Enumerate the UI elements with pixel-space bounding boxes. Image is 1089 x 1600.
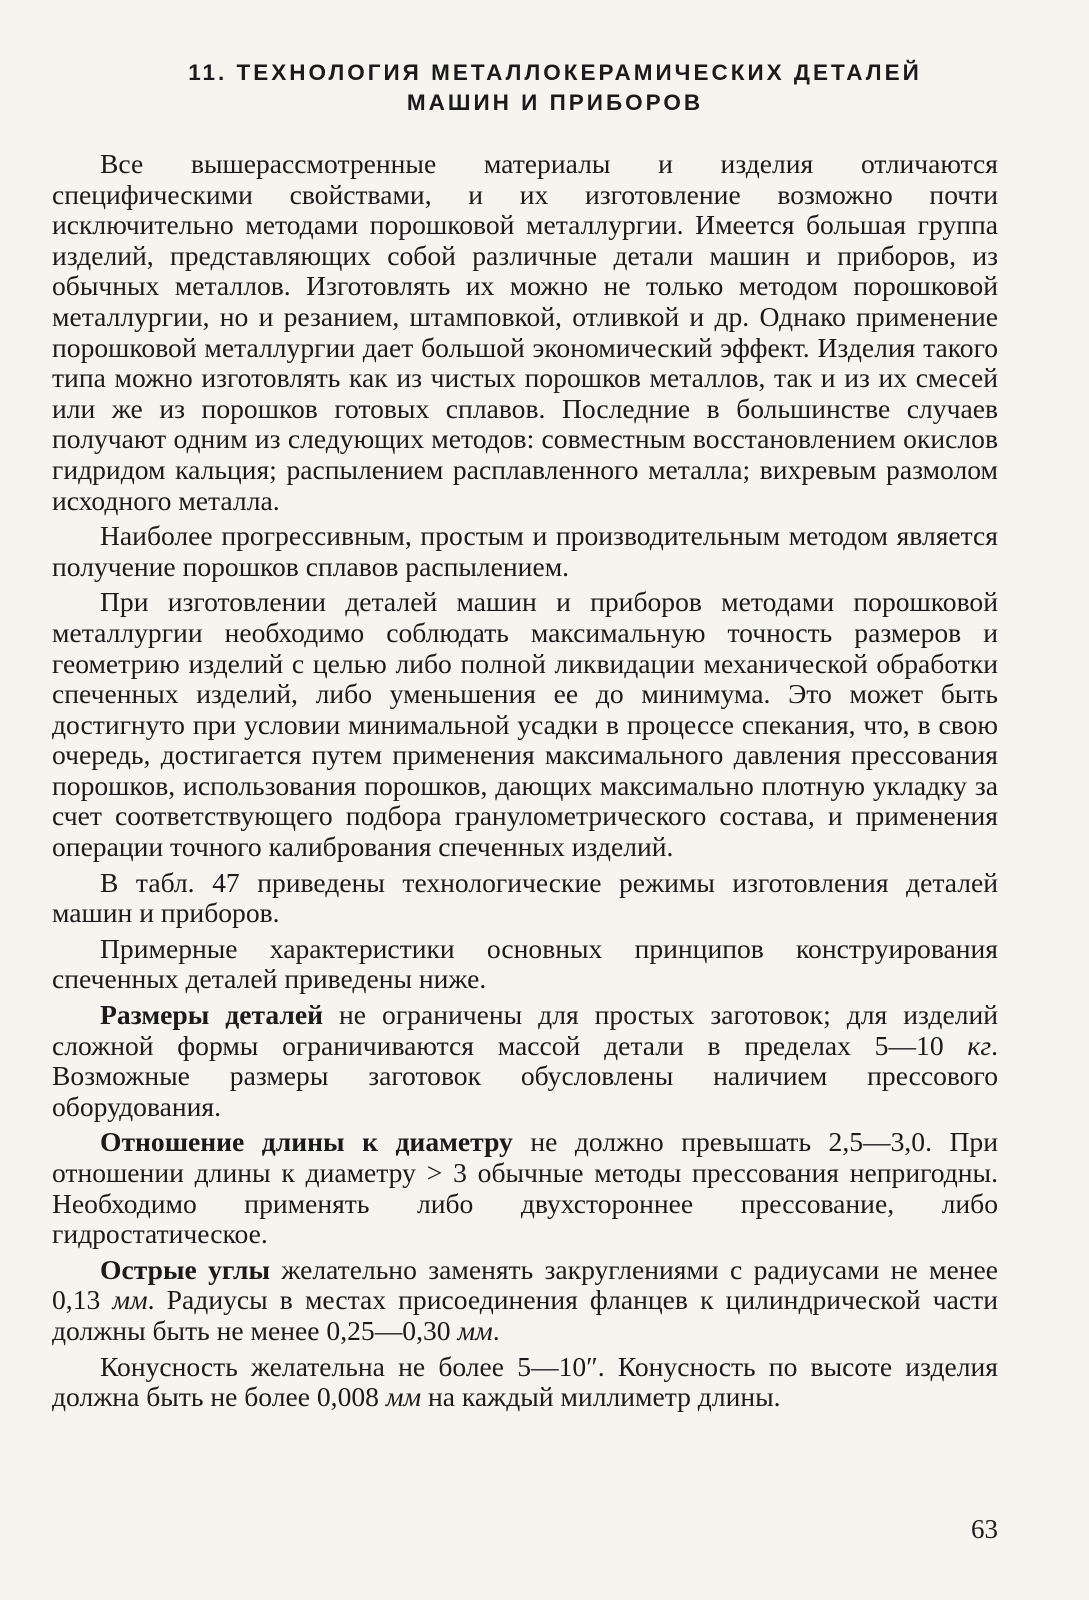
paragraph-7 [52,1127,998,1249]
paragraph-6-text-b: . Возможные размеры заготовок обусловлены наличием прессового оборудования. [52,1029,998,1122]
section-heading-line-2: МАШИН И ПРИБОРОВ [406,90,704,115]
page-number: 63 [971,1514,998,1544]
paragraph-9-unit: мм [385,1381,422,1413]
paragraph-8-text-b: . Радиусы в местах присоединения фланцев к цилиндрической части должны быть не менее 0,25—0,30 [52,1284,998,1346]
paragraph-6-lead: Размеры деталей [100,999,324,1031]
paragraph-3: При изготовлении деталей машин и приборов методами порошковой металлургии необходимо соблюдать максимальную точность размеров и геометрию изделий с целью либо полной ликвидации механической обработки спеченных изделий, либо уменьшения ее до минимума. Это может быть достигнуто при условии минимальной усадки в процессе спекания, что, в свою очередь, достигается путем применения максимального давления прессования порошков, использования порошков, дающих максимально плотную укладку за счет соответствующего подбора гранулометрического состава, и применения операции точного калибрования спеченных изделий. [52,586,998,863]
paragraph-6-unit: кг [967,1029,992,1061]
paragraph-9-text-b: на каждый миллиметр длины. [421,1381,781,1413]
paragraph-7-lead: Отношение длины к диаметру [100,1126,513,1158]
paragraph-8 [52,1255,998,1347]
paragraph-8-lead: Острые углы [100,1253,271,1285]
section-heading-line-1: 11. ТЕХНОЛОГИЯ МЕТАЛЛОКЕРАМИЧЕСКИХ ДЕТАЛЕЙ [188,60,922,85]
paragraph-5: Примерные характеристики основных принципов конструирования спеченных деталей приведены ниже. [52,932,998,995]
body-text [52,149,998,1418]
paragraph-6 [52,1000,998,1122]
paragraph-8-text-a: желательно заменять закруглениями с радиусами не менее 0,13 [52,1253,998,1316]
paragraph-9-text-a: Конусность желательна не более 5—10″. Конусность по высоте изделия должна быть не более 0,008 [52,1350,998,1413]
section-heading [60,58,1050,118]
paragraph-8-text-c: . [492,1314,500,1346]
paragraph-6-text-a: не ограничены для простых заготовок; для изделий сложной формы ограничиваются массой детали в пределах 5—10 [52,999,998,1061]
paragraph-2: Наиболее прогрессивным, простым и производительным методом является получение порошков сплавов распылением. [52,520,998,582]
paragraph-8-unit-2: мм [457,1314,493,1346]
paragraph-7-text: не должно превышать 2,5—3,0. При отношении длины к диаметру > 3 обычные методы прессования непригодны. Необходимо применять либо двухстороннее прессование, либо гидростатическое. [52,1126,998,1250]
paragraph-1: Все вышерассмотренные материалы и изделия отличаются специфическими свойствами, и их изготовление возможно почти исключительно методами порошковой металлургии. Имеется большая группа изделий, представляющих собой различные детали машин и приборов, из обычных металлов. Изготовлять их можно не только методом порошковой металлургии, но и резанием, штамповкой, отливкой и др. Однако применение порошковой металлургии дает большой экономический эффект. Изделия такого типа можно изготовлять как из чистых порошков металлов, так и из их смесей или же из порошков готовых сплавов. Последние в большинстве случаев получают одним из следующих методов: совместным восстановлением окислов гидридом кальция; распылением расплавленного металла; вихревым размолом исходного металла. [52,148,998,516]
paragraph-4: В табл. 47 приведены технологические режимы изготовления деталей машин и приборов. [52,866,998,929]
paragraph-8-unit-1: мм [112,1284,148,1316]
paragraph-9 [52,1352,998,1413]
